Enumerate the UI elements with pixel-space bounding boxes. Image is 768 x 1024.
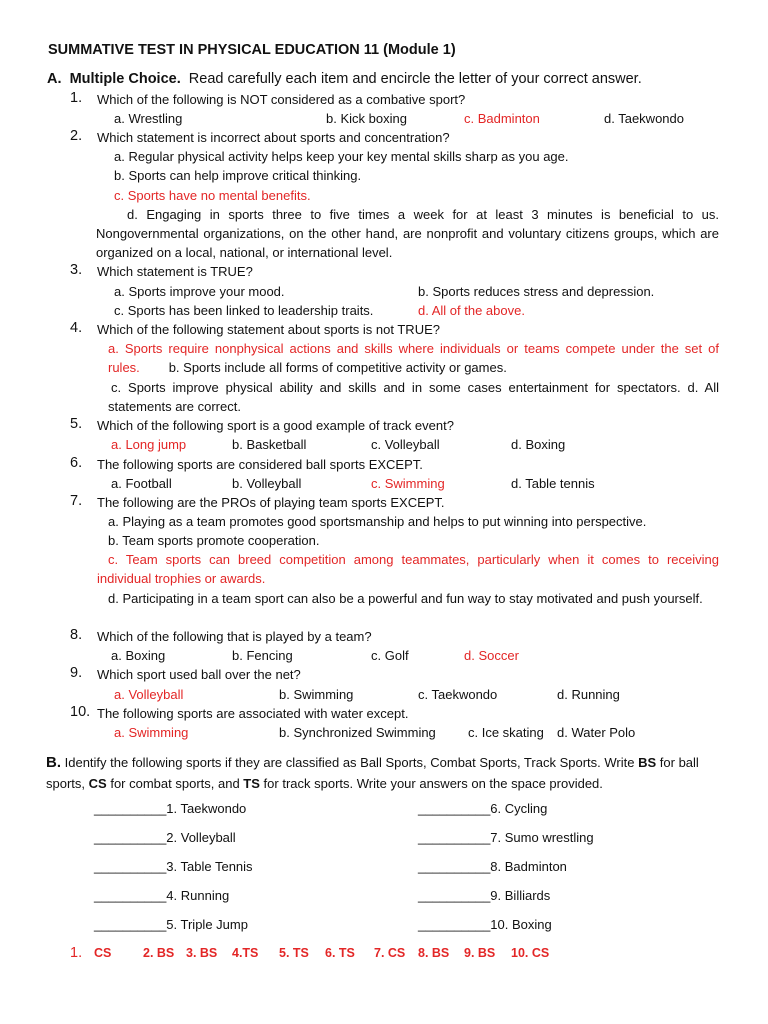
choice: b. Swimming	[279, 687, 354, 702]
question-text: The following are the PROs of playing team sports EXCEPT.	[97, 495, 445, 510]
page-title: SUMMATIVE TEST IN PHYSICAL EDUCATION 11 (Module 1)	[48, 42, 456, 58]
choice-correct: c. Swimming	[371, 476, 445, 491]
choice-correct: c. Team sports can breed competition among teammates, particularly when it comes to receiving individual trophies or awards.	[97, 552, 719, 586]
question-text: Which of the following sport is a good example of track event?	[97, 418, 454, 433]
choice: b. Sports include all forms of competitive activity or games.	[168, 360, 507, 375]
choice: d. Participating in a team sport can also be a powerful and fun way to stay motivated and push yourself.	[108, 591, 703, 606]
question-text: Which sport used ball over the net?	[97, 667, 301, 682]
choice: b. Team sports promote cooperation.	[108, 533, 320, 548]
choice: a. Wrestling	[114, 111, 183, 126]
section-b-text: for combat sports, and	[110, 776, 240, 791]
choice: b. Synchronized Swimming	[279, 725, 436, 740]
q4-choices-cd	[108, 378, 719, 416]
question-text: Which statement is TRUE?	[97, 264, 253, 279]
choice-correct: d. All of the above.	[418, 303, 525, 318]
choice: c. Ice skating	[468, 725, 544, 740]
answer-key: 8. BS	[418, 946, 450, 960]
choice: b. Kick boxing	[326, 111, 407, 126]
choice: a. Football	[111, 476, 172, 491]
section-b-letter: B.	[46, 754, 61, 771]
section-a-instruction: Read carefully each item and encircle the letter of your correct answer.	[188, 71, 642, 87]
blank-item: __________1. Taekwondo	[94, 801, 247, 816]
choice: d. Taekwondo	[604, 111, 684, 126]
question-text: Which of the following is NOT considered as a combative sport?	[97, 92, 466, 107]
choice: b. Basketball	[232, 437, 307, 452]
choice-correct: a. Sports require nonphysical actions and skills where individuals or teams compete under the set of rules.	[108, 341, 719, 375]
choice: a. Boxing	[111, 648, 166, 663]
question-number: 3.	[70, 262, 83, 278]
answer-key: 3. BS	[186, 946, 218, 960]
blank-item: __________7. Sumo wrestling	[418, 830, 594, 845]
choice-correct: c. Sports have no mental benefits.	[114, 188, 311, 203]
choice: d. Engaging in sports three to five times a week for at least 3 minutes is beneficial to us. Nongovernmental organizations, on the other hand, are nonprofit and voluntary citizens groups, which are organized on a local, national, or international level.	[96, 207, 719, 260]
question-number: 7.	[70, 493, 83, 509]
choice: d. All statements are correct.	[108, 380, 719, 414]
answer-key: 6. TS	[325, 946, 355, 960]
question-number: 10.	[70, 704, 91, 720]
choice: c. Sports improve physical ability and skills and in some cases entertainment for spectators.	[111, 380, 681, 395]
choice: d. Boxing	[511, 437, 566, 452]
choice: b. Fencing	[232, 648, 293, 663]
choice-correct: a. Long jump	[111, 437, 187, 452]
question-number: 2.	[70, 128, 83, 144]
question-number: 4.	[70, 320, 83, 336]
choice: a. Regular physical activity helps keep your key mental skills sharp as you age.	[114, 149, 569, 164]
choice: d. Table tennis	[511, 476, 595, 491]
question-text: Which of the following that is played by a team?	[97, 629, 372, 644]
question-text: Which of the following statement about sports is not TRUE?	[97, 322, 440, 337]
section-b-instruction	[46, 752, 722, 794]
choice: d. Running	[557, 687, 620, 702]
answer-key: 5. TS	[279, 946, 309, 960]
blank-item: __________3. Table Tennis	[94, 859, 253, 874]
blank-item: __________10. Boxing	[418, 917, 552, 932]
section-b-text: for track sports. Write your answers on the space provided.	[263, 776, 603, 791]
section-b-text: for ball sports,	[46, 755, 699, 791]
answer-key-number: 1.	[70, 945, 83, 961]
code-ts: TS	[243, 776, 260, 791]
choice: c. Golf	[371, 648, 409, 663]
question-number: 6.	[70, 455, 83, 471]
choice: b. Volleyball	[232, 476, 302, 491]
answer-key: 2. BS	[143, 946, 175, 960]
blank-item: __________6. Cycling	[418, 801, 548, 816]
choice-correct: c. Badminton	[464, 111, 540, 126]
answer-key: 9. BS	[464, 946, 496, 960]
choice: a. Playing as a team promotes good sportsmanship and helps to put winning into perspective.	[108, 514, 647, 529]
q4-choices	[108, 339, 719, 377]
choice-correct: d. Soccer	[464, 648, 519, 663]
question-text: The following sports are considered ball sports EXCEPT.	[97, 457, 423, 472]
choice-correct: a. Swimming	[114, 725, 189, 740]
question-text: The following sports are associated with water except.	[97, 706, 409, 721]
code-bs: BS	[638, 755, 657, 770]
answer-key: 10. CS	[511, 946, 550, 960]
answer-key: CS	[94, 946, 112, 960]
choice: b. Sports reduces stress and depression.	[418, 284, 655, 299]
choice: b. Sports can help improve critical thinking.	[114, 168, 362, 183]
blank-item: __________9. Billiards	[418, 888, 551, 903]
question-number: 9.	[70, 665, 83, 681]
code-cs: CS	[88, 776, 107, 791]
choice: d. Water Polo	[557, 725, 636, 740]
section-a-heading	[47, 71, 642, 87]
section-a-letter: A.	[47, 71, 62, 87]
question-number: 8.	[70, 627, 83, 643]
section-a-title: Multiple Choice.	[69, 71, 181, 87]
blank-item: __________4. Running	[94, 888, 230, 903]
answer-key: 4.TS	[232, 946, 259, 960]
blank-item: __________8. Badminton	[418, 859, 567, 874]
answer-key: 7. CS	[374, 946, 406, 960]
choice-correct: a. Volleyball	[114, 687, 184, 702]
choice: c. Taekwondo	[418, 687, 498, 702]
blank-item: __________2. Volleyball	[94, 830, 236, 845]
section-b-text: Identify the following sports if they are classified as Ball Sports, Combat Sports, Track Sports. Write	[64, 755, 635, 770]
choice: a. Sports improve your mood.	[114, 284, 285, 299]
question-text: Which statement is incorrect about sports and concentration?	[97, 130, 450, 145]
choice: c. Sports has been linked to leadership traits.	[114, 303, 374, 318]
choice: c. Volleyball	[371, 437, 440, 452]
blank-item: __________5. Triple Jump	[94, 917, 248, 932]
question-number: 1.	[70, 90, 83, 106]
question-number: 5.	[70, 416, 83, 432]
